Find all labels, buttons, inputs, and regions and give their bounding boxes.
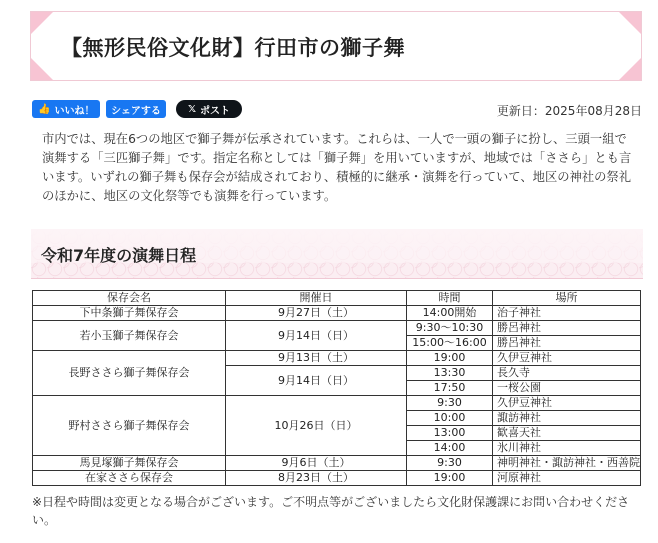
table-row xyxy=(33,321,641,336)
cell-time: 19:00 xyxy=(407,471,493,486)
like-label: いいね！ xyxy=(54,105,95,117)
cell-date: 9月14日（日） xyxy=(226,321,407,351)
cell-place: 諏訪神社 xyxy=(493,411,641,426)
social-buttons xyxy=(32,100,242,118)
table-row xyxy=(33,456,641,471)
cell-place: 氷川神社 xyxy=(493,441,641,456)
cell-place: 歓喜天社 xyxy=(493,426,641,441)
page-title-box xyxy=(30,11,642,81)
cell-place: 久伊豆神社 xyxy=(493,351,641,366)
cell-group: 馬見塚獅子舞保存会 xyxy=(33,456,226,471)
corner-decoration xyxy=(619,58,641,80)
post-label: ポスト xyxy=(200,105,231,117)
thumbs-up-icon: 👍 xyxy=(38,103,51,115)
header-date: 開催日 xyxy=(226,291,407,306)
updated-date: 更新日：2025年08月28日 xyxy=(496,104,642,118)
cell-time: 17:50 xyxy=(407,381,493,396)
cell-time: 13:30 xyxy=(407,366,493,381)
x-logo-icon: 𝕏 xyxy=(187,103,197,115)
cell-place: 神明神社・諏訪神社・西善院 xyxy=(493,456,641,471)
schedule-note: ※日程や時間は変更となる場合がございます。ご不明点等がございましたら文化財保護課にお問い合わせください。 xyxy=(32,495,630,527)
corner-decoration xyxy=(31,12,53,34)
cell-place: 長久寺 xyxy=(493,366,641,381)
table-row xyxy=(33,351,641,366)
cell-place: 勝呂神社 xyxy=(493,321,641,336)
intro-text: 市内では、現在6つの地区で獅子舞が伝承されています。これらは、一人で一頭の獅子に扮し、三頭一組で演舞する「三匹獅子舞」です。指定名称としては「獅子舞」を用いていますが、地域では「ささら」とも言います。いずれの獅子舞も保存会が結成されており、積極的に継承・演舞を行っていて、地区の神社の祭礼のほかに、地区の文化祭等でも演舞を行っています。 xyxy=(42,132,632,203)
corner-decoration xyxy=(619,12,641,34)
cell-time: 10:00 xyxy=(407,411,493,426)
cell-date: 9月27日（土） xyxy=(226,306,407,321)
table-row xyxy=(33,471,641,486)
cell-group: 野村ささら獅子舞保存会 xyxy=(33,396,226,456)
section-heading: 令和7年度の演舞日程 xyxy=(41,246,197,265)
cell-place: 河原神社 xyxy=(493,471,641,486)
table-row xyxy=(33,306,641,321)
header-time: 時間 xyxy=(407,291,493,306)
cell-date: 8月23日（土） xyxy=(226,471,407,486)
x-post-button[interactable] xyxy=(176,100,242,118)
cell-time: 13:00 xyxy=(407,426,493,441)
cell-date: 9月6日（土） xyxy=(226,456,407,471)
cell-place: 勝呂神社 xyxy=(493,336,641,351)
cell-time: 9:30～10:30 xyxy=(407,321,493,336)
table-row xyxy=(33,396,641,411)
section-heading-band xyxy=(31,229,643,279)
share-label: シェアする xyxy=(111,105,161,117)
cell-group: 下中条獅子舞保存会 xyxy=(33,306,226,321)
facebook-share-button[interactable] xyxy=(106,100,166,118)
corner-decoration xyxy=(31,58,53,80)
cell-time: 19:00 xyxy=(407,351,493,366)
cell-date: 10月26日（日） xyxy=(226,396,407,456)
cell-group: 在家ささら保存会 xyxy=(33,471,226,486)
cell-time: 9:30 xyxy=(407,396,493,411)
header-place: 場所 xyxy=(493,291,641,306)
table-header-row xyxy=(33,291,641,306)
cell-group: 長野ささら獅子舞保存会 xyxy=(33,351,226,396)
cell-time: 14:00 xyxy=(407,441,493,456)
cell-date: 9月13日（土） xyxy=(226,351,407,366)
facebook-like-button[interactable] xyxy=(32,100,100,118)
page-title: 【無形民俗文化財】行田市の獅子舞 xyxy=(61,36,405,60)
cell-date: 9月14日（日） xyxy=(226,366,407,396)
cell-time: 14:00開始 xyxy=(407,306,493,321)
schedule-table xyxy=(32,290,641,486)
cell-group: 若小玉獅子舞保存会 xyxy=(33,321,226,351)
cell-place: 一桜公園 xyxy=(493,381,641,396)
cell-place: 治子神社 xyxy=(493,306,641,321)
cell-time: 15:00～16:00 xyxy=(407,336,493,351)
cell-place: 久伊豆神社 xyxy=(493,396,641,411)
cell-time: 9:30 xyxy=(407,456,493,471)
header-group: 保存会名 xyxy=(33,291,226,306)
